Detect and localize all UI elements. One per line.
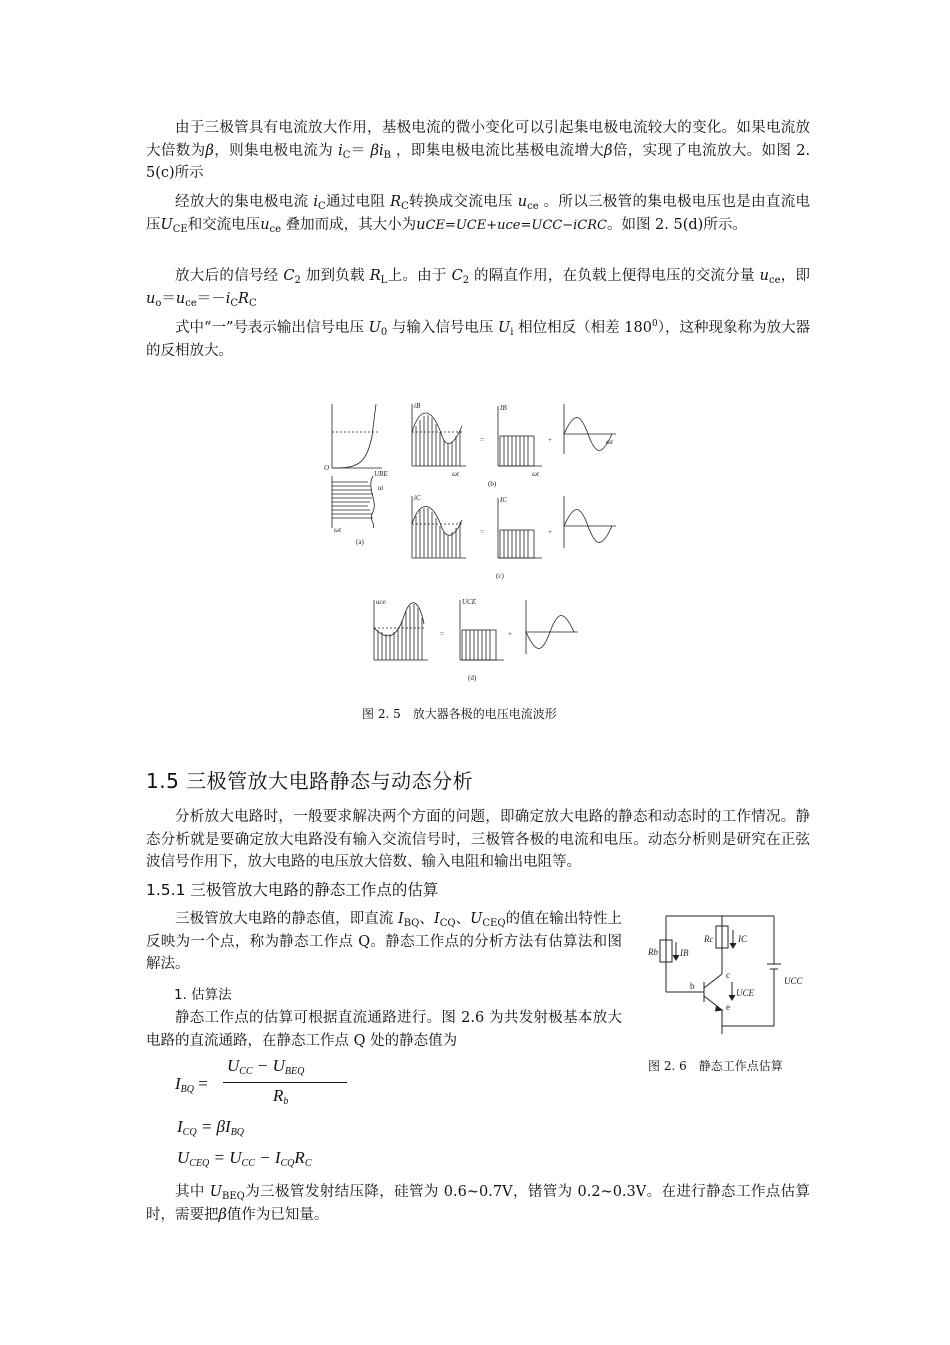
fig-label-ui: ui — [378, 484, 384, 492]
label-rb: Rb — [648, 947, 658, 957]
fig-omega-b2: ωt — [532, 470, 539, 478]
fig-plus-1: + — [548, 436, 552, 444]
paragraph-load-signal: 放大后的信号经 $C_2$ 加到负载 $R_L$上。由于 $C_2$ 的隔直作用，在负载上便得电压的交流分量 $u_{ce}$，即$u_o=u_{ce}=-i_CR_C$ — [146, 268, 811, 309]
fig-label-ic: iC — [414, 494, 421, 502]
fig-omega-b3: ωt — [606, 438, 613, 446]
paragraph-ubeq-note: 其中 $U_{BEQ}$为三极管发射结压降，硅管为 0.6~0.7V，锗管为 0.2~0.3V。在进行静态工作点估算时，需要把β值作为已知量。 — [146, 1184, 811, 1223]
fig-label-b: (b) — [488, 480, 497, 488]
paragraph-current-amplification: 由于三极管具有电流放大作用，基极电流的微小变化可以引起集电极电流较大的变化。如果电流放大倍数为β，则集电极电流为 $i_C= \beta i_B$ ，即集电极电流比基极电流增大β倍，实现了电流放大。如图 2. 5(c)所示 — [146, 120, 811, 181]
figure-2-5-caption: 图 2. 5 放大器各极的电压电流波形 — [362, 707, 557, 721]
ube-hatch — [332, 482, 373, 518]
ube-wave — [371, 476, 375, 528]
paragraph-static-values: 三极管放大电路的静态值，即直流 $I_{BQ}$、$I_{CQ}$、$U_{CEQ}$的值在输出特性上反映为一个点，称为静态工作点 Q。静态工作点的分析方法有估算法和图解法。 — [146, 911, 623, 972]
fig-omega-a: ωt — [334, 526, 341, 534]
label-b: b — [690, 981, 695, 991]
fig-label-d: (d) — [468, 674, 477, 682]
label-c: c — [726, 970, 730, 980]
label-ib: IB — [680, 948, 689, 958]
fig-label-IB: IB — [500, 404, 507, 412]
paragraph-estimation-method: 静态工作点的估算可根据直流通路进行。图 2.6 为共发射极基本放大电路的直流通路，在静态工作点 Q 处的静态值为 — [146, 1010, 622, 1049]
fig-eq-1: = — [480, 436, 484, 444]
equation-icq: $I_{CQ} = \beta I_{BQ}$ — [177, 1117, 245, 1138]
fig-eq-3: = — [440, 630, 444, 638]
fig-label-UCE: UCE — [462, 598, 476, 606]
fig-label-IC: IC — [500, 496, 507, 504]
fig-plus-3: + — [508, 630, 512, 638]
fig-eq-2: = — [480, 528, 484, 536]
fig-label-a: (a) — [356, 538, 364, 546]
subsection-heading: 1.5.1 三极管放大电路的静态工作点的估算 — [146, 881, 439, 899]
paragraph-collector-voltage: 经放大的集电极电流 $i_C$通过电阻 $R_C$转换成交流电压 $u_{ce}$ 。所以三极管的集电极电压也是由直流电压$U_{CE}$和交流电压$u_{ce}$ 叠加而成，其大小为uCE=UCE+uce=UCC−iCRC。如图 2. 5(d)所示。 — [146, 194, 811, 235]
label-ic: IC — [738, 934, 747, 944]
fig-origin-a: O — [324, 464, 330, 472]
label-uce: UCE — [736, 988, 754, 998]
section-heading: 1.5 三极管放大电路静态与动态分析 — [146, 769, 474, 793]
label-e: e — [726, 1002, 730, 1012]
label-rc: Rc — [704, 934, 714, 944]
label-ucc: UCC — [784, 976, 803, 986]
fig-label-ib: iB — [414, 402, 421, 410]
paragraph-analysis-overview: 分析放大电路时，一般要求解决两个方面的问题，即确定放大电路的静态和动态时的工作情况。静态分析就是要确定放大电路没有输入交流信号时，三极管各极的电流和电压。动态分析则是研究在正弦波信号作用下，放大电路的电压放大倍数、输入电阻和输出电阻等。 — [146, 809, 810, 870]
equation-uceq: $U_{CEQ} = U_{CC} - I_{CQ}R_C$ — [177, 1148, 312, 1169]
subsubsection-heading: 1. 估算法 — [174, 987, 232, 1003]
figure-2-5-waveforms — [316, 396, 636, 692]
fig-label-c: (c) — [496, 572, 504, 580]
figure-2-6-circuit — [640, 908, 810, 1042]
fig-plus-2: + — [548, 528, 552, 536]
fig-omega-b1: ωt — [452, 470, 459, 478]
fig-label-uce: uce — [376, 598, 386, 606]
figure-2-6-caption: 图 2. 6 静态工作点估算 — [648, 1059, 783, 1073]
paragraph-phase-inversion: 式中“一”号表示输出信号电压 $U_0$ 与输入信号电压 $U_i$ 相位相反（相差 $180^0$），这种现象称为放大器的反相放大。 — [146, 319, 811, 359]
fig-label-ube: UBE — [374, 470, 388, 478]
document-page: 由于三极管具有电流放大作用，基极电流的微小变化可以引起集电极电流较大的变化。如果电流放大倍数为β，则集电极电流为 $i_C= \beta i_B$ ，即集电极电流比基极电流增大β倍，实现了电流放大。如图 2. 5(c)所示 经放大的集电极电流 $i_C$通过电阻 $R_C$转换成交流电压 $u_{ce}$ 。所以三极管的集电极电压也是由直流电压$U_{CE}$和交流电压$u_{ce}$ 叠加而成，其大小为uCE=UCE+uce=UCC−iCRC。如图 2. 5(d)所示。 放大后的信号经 $C_2$ 加到负载 $R_L$上。由于 $C_2$ 的隔直作用，在负载上便得电压的交流分量 $u_{ce}$，即$u_o=u_{ce}=-i_CR_C$ 式中“一”号表示输出信号电压 $U_0$ 与输入信号电压 $U_i$ 相位相反（相差 $180^0$），这种现象称为放大器的反相放大。 (a) (b) (c) (d) = + = + = + O ωt ωt ωt ωt iB IB iC IC uce UCE UBE ui 图 2. 5 放大器各极的电压电流波形 1.5 三极管放大电路静态与动态分析 分析放大电路时，一般要求解决两个方面的问题，即确定放大电路的静态和动态时的工作情况。静态分析就是要确定放大电路没有输入交流信号时，三极管各极的电流和电压。动态分析则是研究在正弦波信号作用下，放大电路的电压放大倍数、输入电阻和输出电阻等。 1.5.1 三极管放大电路的静态工作点的估算 三极管放大电路的静态值，即直流 $I_{BQ}$、$I_{CQ}$、$U_{CEQ}$的值在输出特性上反映为一个点，称为静态工作点 Q。静态工作点的分析方法有估算法和图解法。 1. 估算法 静态工作点的估算可根据直流通路进行。图 2.6 为共发射极基本放大电路的直流通路，在静态工作点 Q 处的静态值为 Rb IB Rc IC UCC UCE b c e 图 2. 6 静态工作点估算 $I_{BQ}$ = $U_{CC} - U_{BEQ}$ $R_b$ $I_{CQ} = \beta I_{BQ}$ $U_{CEQ} = U_{CC} - I_{CQ}R_C$ 其中 $U_{BEQ}$为三极管发射结压降，硅管为 0.6~0.7V，锗管为 0.2~0.3V。在进行静态工作点估算时，需要把β值作为已知量。 — [0, 0, 950, 1345]
input-curve — [332, 404, 376, 468]
